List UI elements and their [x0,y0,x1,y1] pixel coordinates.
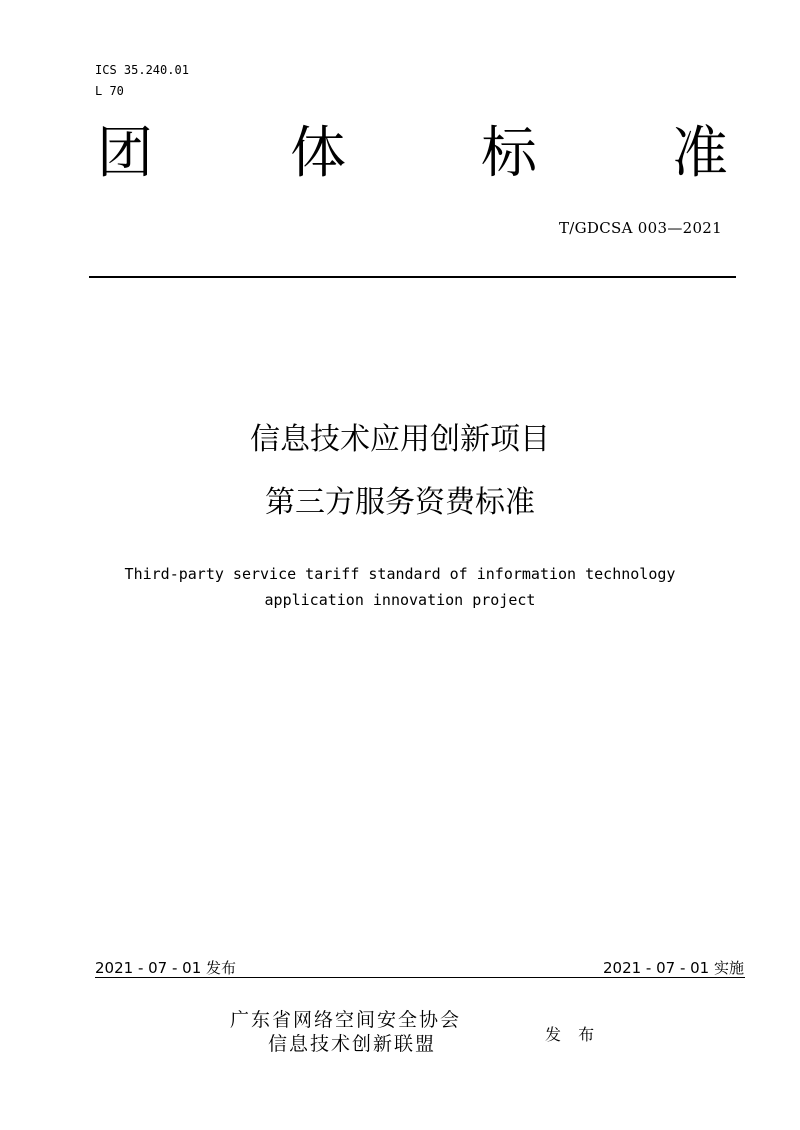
publish-date: 2021 - 07 - 01 发布 [95,959,237,977]
category-char-1: 团 [97,121,153,186]
title-cn-line2: 第三方服务资费标准 [265,485,535,520]
category-char-3: 标 [481,121,537,186]
category-char-2: 体 [290,121,346,186]
publish-label: 发 布 [545,1025,601,1044]
ics-code: ICS 35.240.01 [95,63,189,77]
footer-divider [95,977,745,978]
category-char-4: 准 [672,121,728,186]
title-en-line1: Third-party service tariff standard of information technology [124,565,676,583]
title-cn-line1: 信息技术应用创新项目 [250,422,550,457]
standard-number: T/GDCSA 003—2021 [558,219,722,237]
ccs-code: L 70 [95,84,124,98]
implement-date: 2021 - 07 - 01 实施 [602,959,744,977]
header-divider [89,276,736,278]
publisher-1: 广东省网络空间安全协会 [230,1009,462,1031]
publisher-2: 信息技术创新联盟 [268,1033,437,1055]
title-en-line2: application innovation project [264,591,536,609]
